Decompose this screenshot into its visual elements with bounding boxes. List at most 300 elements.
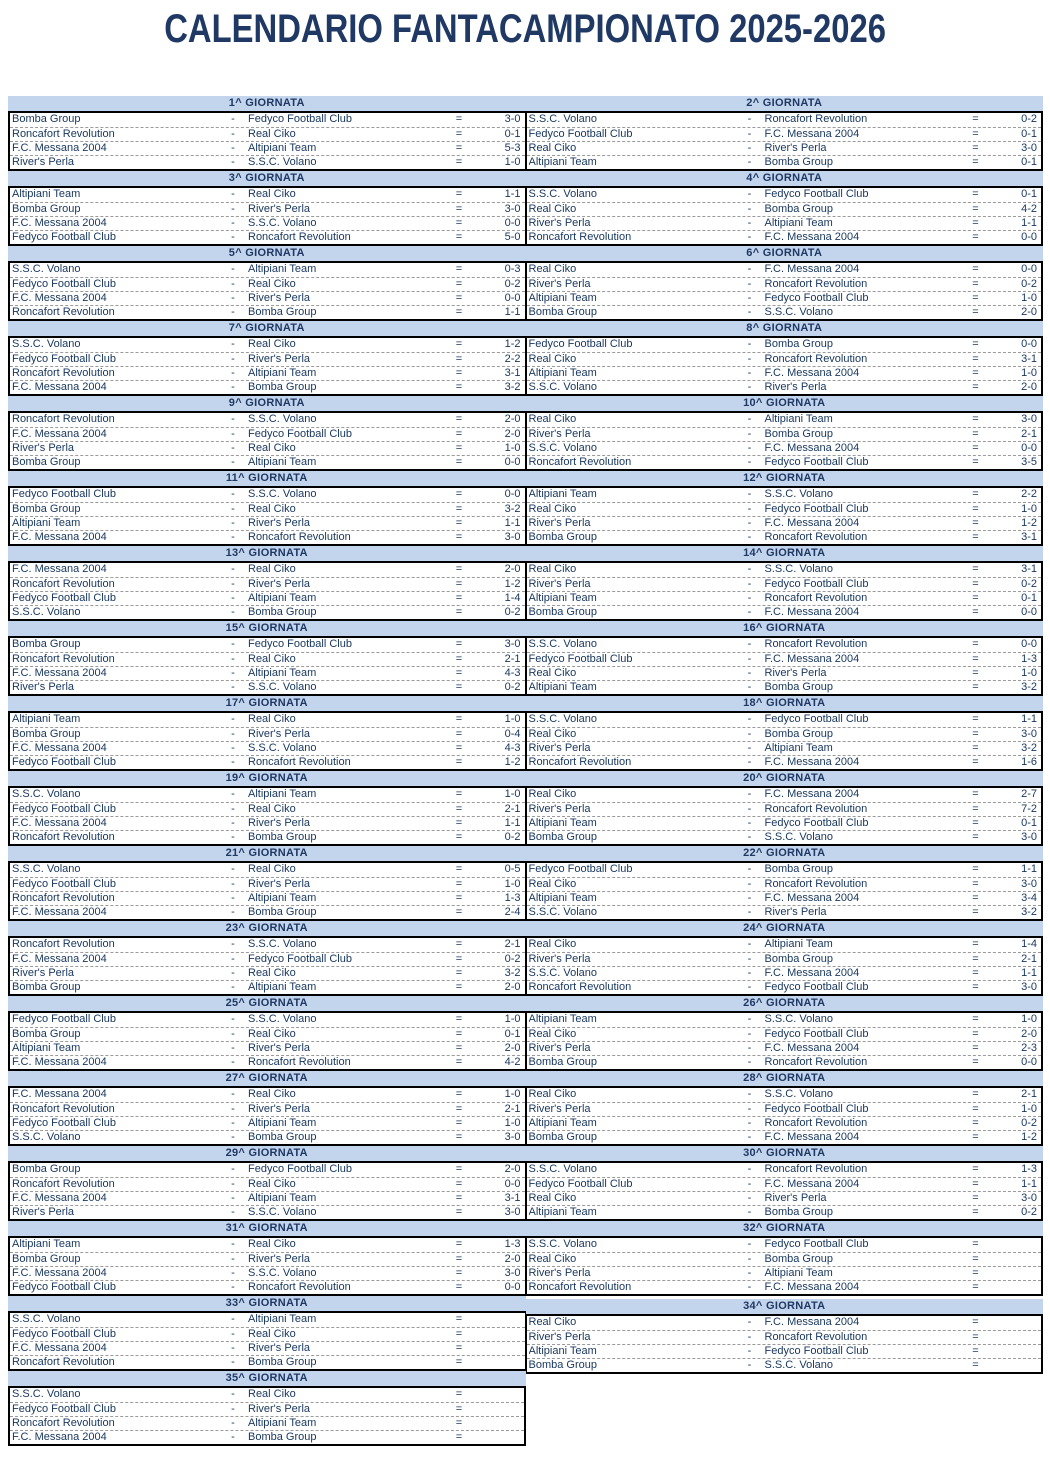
equals-sign: = (972, 488, 979, 500)
home-team: F.C. Messana 2004 (12, 906, 107, 918)
vs-dash: - (747, 231, 752, 243)
equals-sign: = (972, 831, 979, 843)
match-score: 3-0 (1021, 413, 1037, 425)
vs-dash: - (231, 1388, 235, 1400)
match-score (987, 1316, 1039, 1330)
vs-dash: - (231, 1056, 235, 1068)
equals-sign: = (455, 217, 463, 229)
home-team: Fedyco Football Club (12, 231, 116, 243)
home-team: Bomba Group (12, 1253, 81, 1265)
vs-dash: - (747, 1163, 752, 1175)
equals-sign: = (972, 1238, 979, 1250)
home-team: Roncafort Revolution (12, 1356, 115, 1368)
match-score: 3-0 (1021, 831, 1037, 843)
equals-sign: = (972, 606, 979, 618)
match-score: 0-0 (1021, 638, 1037, 650)
vs-dash: - (747, 803, 752, 815)
match-score (470, 1328, 522, 1341)
equals-sign: = (455, 231, 463, 243)
match-score: 0-1 (504, 128, 521, 140)
match-score: 2-1 (504, 1103, 521, 1115)
vs-dash: - (231, 503, 235, 515)
home-team: Real Ciko (528, 1192, 577, 1204)
home-team: Fedyco Football Club (12, 878, 116, 890)
giornata-matches (8, 786, 526, 846)
giornata-section (526, 621, 1044, 696)
match-row (10, 1355, 525, 1369)
equals-sign: = (972, 1267, 979, 1279)
calendar-half (8, 846, 526, 921)
match-row (10, 666, 525, 680)
vs-dash: - (747, 203, 752, 215)
vs-dash: - (231, 442, 235, 454)
home-team: Altipiani Team (528, 1117, 597, 1129)
vs-dash: - (231, 863, 235, 875)
home-team: River's Perla (528, 953, 591, 965)
home-team: Fedyco Football Club (12, 1328, 116, 1340)
equals-sign: = (972, 531, 979, 543)
equals-sign: = (972, 113, 979, 125)
match-row (10, 952, 525, 966)
match-row (527, 830, 1042, 844)
vs-dash: - (747, 381, 752, 393)
giornata-matches (8, 411, 526, 471)
equals-sign: = (972, 367, 979, 379)
home-team: S.S.C. Volano (528, 1163, 597, 1175)
home-team: Real Ciko (528, 413, 577, 425)
equals-sign: = (972, 306, 979, 318)
home-team: Altipiani Team (12, 1238, 81, 1250)
match-row (10, 1191, 525, 1205)
match-row (10, 905, 525, 919)
vs-dash: - (747, 142, 752, 154)
equals-sign: = (972, 938, 979, 950)
calendar-half (526, 96, 1044, 171)
home-team: Real Ciko (528, 203, 577, 215)
giornata-matches (526, 636, 1044, 696)
away-team: River's Perla (248, 1403, 311, 1415)
vs-dash: - (231, 128, 235, 140)
match-score: 3-2 (1021, 681, 1037, 693)
vs-dash: - (747, 442, 752, 454)
vs-dash: - (231, 1417, 235, 1429)
away-team: Fedyco Football Club (764, 817, 869, 829)
match-row (527, 277, 1042, 291)
home-team: Bomba Group (12, 456, 81, 468)
home-team: S.S.C. Volano (12, 1313, 81, 1325)
match-row (10, 352, 525, 366)
vs-dash: - (747, 592, 752, 604)
match-score: 0-2 (504, 606, 521, 618)
giornata-band (8, 1296, 1043, 1371)
match-row (10, 1102, 525, 1116)
vs-dash: - (231, 353, 235, 365)
home-team: Altipiani Team (12, 188, 81, 200)
vs-dash: - (231, 1117, 235, 1129)
home-team: S.S.C. Volano (12, 863, 81, 875)
calendar-half (526, 1221, 1044, 1296)
match-score: 1-3 (504, 892, 521, 904)
home-team: Altipiani Team (528, 292, 597, 304)
match-row (10, 891, 525, 905)
calendar-half (8, 396, 526, 471)
away-team: Real Ciko (248, 1028, 296, 1040)
match-score: 2-4 (504, 906, 521, 918)
equals-sign: = (455, 713, 463, 725)
vs-dash: - (231, 878, 235, 890)
giornata-header: 27^ GIORNATA (8, 1071, 526, 1086)
away-team: Roncafort Revolution (764, 353, 868, 365)
away-team: Real Ciko (248, 188, 296, 200)
giornata-section (526, 96, 1044, 171)
giornata-header: 3^ GIORNATA (8, 171, 526, 186)
home-team: Bomba Group (12, 503, 81, 515)
away-team: River's Perla (248, 817, 311, 829)
giornata-band (8, 1221, 1043, 1296)
vs-dash: - (747, 1345, 752, 1357)
match-score: 0-2 (1021, 278, 1037, 290)
equals-sign: = (455, 1342, 463, 1354)
match-score: 1-3 (1021, 653, 1037, 665)
vs-dash: - (231, 638, 235, 650)
away-team: F.C. Messana 2004 (764, 788, 860, 800)
vs-dash: - (231, 667, 235, 679)
calendar-half (526, 996, 1044, 1071)
match-row (10, 1252, 525, 1266)
home-team: S.S.C. Volano (12, 788, 81, 800)
match-row (10, 1163, 525, 1177)
home-team: Real Ciko (528, 667, 577, 679)
giornata-matches (8, 561, 526, 621)
giornata-band (8, 1071, 1043, 1146)
match-score: 2-0 (1021, 306, 1037, 318)
vs-dash: - (231, 1042, 235, 1054)
match-score: 1-0 (1021, 367, 1037, 379)
match-row (10, 605, 525, 619)
equals-sign: = (455, 442, 463, 454)
away-team: S.S.C. Volano (248, 1013, 317, 1025)
vs-dash: - (747, 413, 752, 425)
calendar-half (8, 96, 526, 171)
vs-dash: - (747, 278, 752, 290)
away-team: Altipiani Team (248, 981, 317, 993)
vs-dash: - (747, 1028, 752, 1040)
calendar-half (526, 1146, 1044, 1221)
calendar-half (8, 321, 526, 396)
giornata-matches (526, 1011, 1044, 1071)
away-team: F.C. Messana 2004 (764, 967, 860, 979)
match-row (527, 413, 1042, 427)
away-team: Roncafort Revolution (764, 278, 868, 290)
match-row (527, 952, 1042, 966)
home-team: Bomba Group (528, 831, 597, 843)
vs-dash: - (231, 1013, 235, 1025)
match-row (527, 1330, 1042, 1344)
away-team: F.C. Messana 2004 (764, 231, 860, 243)
giornata-section (526, 696, 1044, 771)
equals-sign: = (455, 1117, 463, 1129)
equals-sign: = (972, 863, 979, 875)
vs-dash: - (231, 803, 235, 815)
home-team: Bomba Group (12, 728, 81, 740)
giornata-header: 31^ GIORNATA (8, 1221, 526, 1236)
home-team: F.C. Messana 2004 (12, 1088, 107, 1100)
calendar-half (8, 1221, 526, 1296)
match-row (10, 338, 525, 352)
match-row (527, 727, 1042, 741)
away-team: Altipiani Team (764, 938, 833, 950)
equals-sign: = (455, 803, 463, 815)
home-team: F.C. Messana 2004 (12, 1056, 107, 1068)
home-team: S.S.C. Volano (528, 906, 597, 918)
away-team: Altipiani Team (248, 367, 317, 379)
match-row (527, 427, 1042, 441)
equals-sign: = (972, 906, 979, 918)
match-score: 1-1 (1021, 967, 1037, 979)
equals-sign: = (972, 278, 979, 290)
match-score: 1-2 (504, 578, 521, 590)
vs-dash: - (231, 1103, 235, 1115)
calendar-half (526, 771, 1044, 846)
vs-dash: - (231, 742, 235, 754)
match-row (527, 1280, 1042, 1294)
match-score: 3-2 (504, 967, 521, 979)
home-team: S.S.C. Volano (528, 638, 597, 650)
giornata-header: 26^ GIORNATA (526, 996, 1044, 1011)
calendar-half (8, 1146, 526, 1221)
equals-sign: = (455, 892, 463, 904)
vs-dash: - (231, 592, 235, 604)
equals-sign: = (455, 788, 463, 800)
vs-dash: - (747, 503, 752, 515)
vs-dash: - (747, 428, 752, 440)
match-row (527, 1238, 1042, 1252)
away-team: Bomba Group (248, 306, 317, 318)
vs-dash: - (231, 606, 235, 618)
equals-sign: = (455, 1206, 463, 1218)
vs-dash: - (231, 1178, 235, 1190)
match-row (527, 352, 1042, 366)
match-row (10, 516, 525, 530)
giornata-section (8, 1221, 526, 1296)
equals-sign: = (972, 728, 979, 740)
match-row (10, 1055, 525, 1069)
equals-sign: = (455, 1328, 463, 1340)
equals-sign: = (455, 938, 463, 950)
away-team: Bomba Group (764, 1253, 833, 1265)
giornata-matches (8, 1311, 526, 1371)
match-score: 3-0 (504, 1267, 521, 1279)
match-row (10, 380, 525, 394)
away-team: Altipiani Team (248, 456, 317, 468)
home-team: F.C. Messana 2004 (12, 142, 107, 154)
match-score: 1-0 (504, 1117, 521, 1129)
vs-dash: - (231, 1163, 235, 1175)
equals-sign: = (455, 981, 463, 993)
match-row (10, 816, 525, 830)
equals-sign: = (455, 142, 463, 154)
match-score: 3-1 (504, 1192, 521, 1204)
away-team: Real Ciko (248, 653, 296, 665)
equals-sign: = (972, 563, 979, 575)
away-team: Bomba Group (764, 953, 833, 965)
match-score: 1-0 (504, 713, 521, 725)
equals-sign: = (972, 803, 979, 815)
giornata-band (8, 246, 1043, 321)
equals-sign: = (455, 878, 463, 890)
equals-sign: = (455, 1267, 463, 1279)
equals-sign: = (972, 1042, 979, 1054)
away-team: Bomba Group (764, 338, 833, 350)
match-score: 1-1 (1021, 713, 1037, 725)
vs-dash: - (231, 278, 235, 290)
match-row (10, 230, 525, 244)
match-row (527, 1102, 1042, 1116)
home-team: Roncafort Revolution (12, 831, 115, 843)
match-row (527, 966, 1042, 980)
equals-sign: = (972, 592, 979, 604)
equals-sign: = (455, 1088, 463, 1100)
vs-dash: - (747, 1013, 752, 1025)
home-team: Roncafort Revolution (528, 231, 632, 243)
match-row (10, 1177, 525, 1191)
calendar-half (8, 771, 526, 846)
vs-dash: - (231, 1328, 235, 1340)
match-row (10, 413, 525, 427)
equals-sign: = (455, 1131, 463, 1143)
equals-sign: = (972, 1331, 979, 1343)
match-score: 0-1 (1021, 128, 1037, 140)
calendar-half (526, 246, 1044, 321)
home-team: Real Ciko (528, 503, 577, 515)
match-score: 1-0 (504, 156, 521, 168)
match-score: 0-2 (504, 953, 521, 965)
match-row (10, 1238, 525, 1252)
match-row (10, 113, 525, 127)
away-team: S.S.C. Volano (248, 1267, 317, 1279)
away-team: F.C. Messana 2004 (764, 128, 860, 140)
match-score: 0-0 (1021, 231, 1037, 243)
match-row (527, 938, 1042, 952)
equals-sign: = (972, 892, 979, 904)
giornata-matches (526, 111, 1044, 171)
match-score: 3-0 (504, 113, 521, 125)
match-row (527, 441, 1042, 455)
giornata-header: 4^ GIORNATA (526, 171, 1044, 186)
away-team: F.C. Messana 2004 (764, 1042, 860, 1054)
match-row (527, 1344, 1042, 1358)
match-score: 0-1 (504, 1028, 521, 1040)
giornata-matches (526, 786, 1044, 846)
match-score: 1-4 (1021, 938, 1037, 950)
vs-dash: - (747, 681, 752, 693)
away-team: F.C. Messana 2004 (764, 1131, 860, 1143)
away-team: Altipiani Team (764, 742, 833, 754)
match-row (10, 291, 525, 305)
equals-sign: = (972, 428, 979, 440)
match-score: 0-0 (504, 456, 521, 468)
away-team: Bomba Group (764, 1206, 833, 1218)
giornata-matches (8, 1086, 526, 1146)
home-team: Real Ciko (528, 938, 577, 950)
home-team: River's Perla (528, 742, 591, 754)
vs-dash: - (231, 653, 235, 665)
equals-sign: = (455, 156, 463, 168)
home-team: Roncafort Revolution (12, 578, 115, 590)
giornata-matches (8, 861, 526, 921)
match-row (527, 502, 1042, 516)
vs-dash: - (231, 292, 235, 304)
match-row (10, 863, 525, 877)
home-team: F.C. Messana 2004 (12, 217, 107, 229)
giornata-matches (526, 1236, 1044, 1296)
vs-dash: - (231, 1238, 235, 1250)
match-row (10, 530, 525, 544)
match-score (987, 1267, 1039, 1280)
equals-sign: = (455, 1103, 463, 1115)
vs-dash: - (231, 1281, 235, 1293)
vs-dash: - (231, 1253, 235, 1265)
equals-sign: = (455, 263, 463, 275)
vs-dash: - (747, 878, 752, 890)
match-score (470, 1356, 522, 1369)
vs-dash: - (747, 1042, 752, 1054)
equals-sign: = (972, 681, 979, 693)
equals-sign: = (972, 203, 979, 215)
vs-dash: - (747, 1056, 752, 1068)
vs-dash: - (231, 263, 235, 275)
match-row (10, 277, 525, 291)
home-team: Roncafort Revolution (12, 367, 115, 379)
match-score: 5-0 (504, 231, 521, 243)
equals-sign: = (972, 517, 979, 529)
away-team: Bomba Group (764, 681, 833, 693)
vs-dash: - (231, 831, 235, 843)
vs-dash: - (747, 292, 752, 304)
giornata-band (8, 321, 1043, 396)
equals-sign: = (972, 638, 979, 650)
match-row (10, 938, 525, 952)
vs-dash: - (231, 306, 235, 318)
match-score: 0-2 (504, 831, 521, 843)
match-row (527, 188, 1042, 202)
match-score: 3-2 (504, 381, 521, 393)
away-team: F.C. Messana 2004 (764, 263, 860, 275)
home-team: Bomba Group (12, 203, 81, 215)
match-score: 3-5 (1021, 456, 1037, 468)
match-score: 0-2 (504, 681, 521, 693)
home-team: F.C. Messana 2004 (12, 953, 107, 965)
match-score: 3-0 (504, 1131, 521, 1143)
equals-sign: = (455, 1417, 463, 1429)
giornata-header: 13^ GIORNATA (8, 546, 526, 561)
match-row (527, 1116, 1042, 1130)
equals-sign: = (972, 1192, 979, 1204)
giornata-header: 7^ GIORNATA (8, 321, 526, 336)
equals-sign: = (455, 517, 463, 529)
calendar-half (8, 996, 526, 1071)
match-score: 3-1 (504, 367, 521, 379)
vs-dash: - (747, 1267, 752, 1279)
giornata-matches (8, 111, 526, 171)
home-team: River's Perla (528, 217, 591, 229)
away-team: F.C. Messana 2004 (764, 1281, 860, 1293)
giornata-section (526, 1146, 1044, 1221)
vs-dash: - (747, 667, 752, 679)
match-row (10, 1205, 525, 1219)
match-row (527, 1358, 1042, 1372)
equals-sign: = (972, 292, 979, 304)
